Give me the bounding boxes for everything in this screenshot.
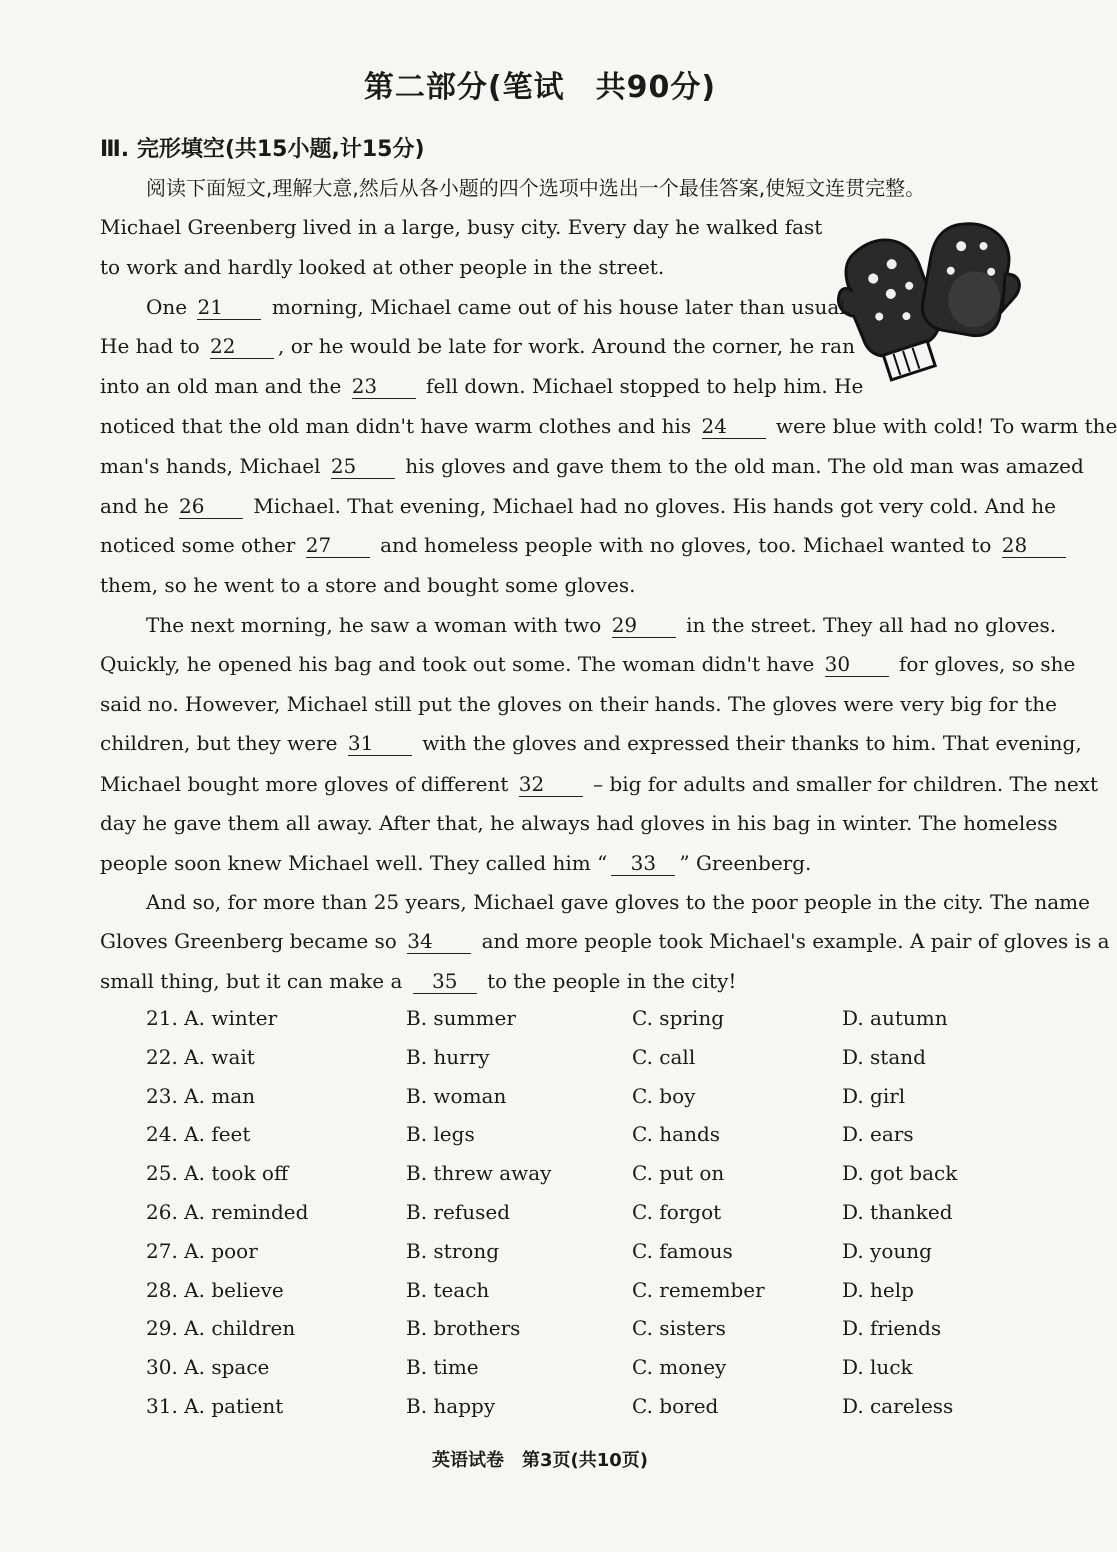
passage-line: And so, for more than 25 years, Michael gave gloves to the poor people in the city. The name [146, 890, 1090, 914]
passage-line: day he gave them all away. After that, he always had gloves in his bag in winter. The homeless [100, 811, 1058, 835]
blank-23[interactable]: 23 [352, 374, 416, 399]
passage-line: into an old man and the 23 fell down. Michael stopped to help him. He [100, 374, 864, 398]
part-title: 第二部分(笔试 共90分) [363, 70, 717, 105]
passage-line: and he 26 Michael. That evening, Michael had no gloves. His hands got very cold. And he [100, 494, 1057, 518]
option-choice[interactable]: C. spring [632, 1006, 725, 1030]
option-choice[interactable]: 22. A. wait [146, 1044, 255, 1069]
option-row [0, 1161, 1080, 1191]
passage-line: children, but they were 31 with the gloves and expressed their thanks to him. That evening, [100, 731, 1082, 755]
mittens-icon [836, 216, 1022, 378]
option-choice[interactable]: B. happy [406, 1394, 496, 1418]
option-choice[interactable]: B. hurry [406, 1044, 490, 1069]
blank-35[interactable]: 35 [413, 969, 477, 994]
passage-line: Gloves Greenberg became so 34 and more people took Michael's example. A pair of gloves is a [100, 929, 1110, 953]
passage-line: small thing, but it can make a 35 to the people in the city! [100, 969, 737, 993]
passage-line: them, so he went to a store and bought some gloves. [100, 573, 636, 597]
option-choice[interactable]: 31. A. patient [146, 1394, 284, 1418]
option-choice[interactable]: C. remember [632, 1277, 765, 1302]
option-choice[interactable]: D. autumn [842, 1006, 948, 1030]
option-choice[interactable]: B. summer [406, 1006, 516, 1030]
blank-26[interactable]: 26 [179, 494, 243, 519]
blank-33[interactable]: 33 [611, 851, 675, 876]
option-choice[interactable]: D. young [842, 1238, 932, 1263]
option-row [0, 1239, 1080, 1269]
option-choice[interactable]: B. strong [406, 1238, 499, 1263]
option-choice[interactable]: 28. A. believe [146, 1277, 284, 1302]
option-choice[interactable]: D. thanked [842, 1200, 953, 1224]
option-choice[interactable]: C. bored [632, 1394, 719, 1418]
passage-line: noticed some other 27 and homeless people with no gloves, too. Michael wanted to 28 [100, 531, 1020, 559]
option-choice[interactable]: D. stand [842, 1044, 926, 1069]
option-choice[interactable]: C. forgot [632, 1200, 722, 1224]
section-title: Ⅲ. 完形填空(共15小题,计15分) [100, 137, 425, 162]
blank-31[interactable]: 31 [348, 731, 412, 756]
option-row [0, 1200, 1080, 1230]
passage-line: man's hands, Michael 25 his gloves and gave them to the old man. The old man was amazed [100, 454, 1084, 478]
passage-line: to work and hardly looked at other people in the street. [100, 255, 665, 279]
instruction: 阅读下面短文,理解大意,然后从各小题的四个选项中选出一个最佳答案,使短文连贯完整。 [146, 176, 926, 200]
blank-22[interactable]: 22 [210, 334, 274, 359]
blank-28[interactable]: 28 [1002, 533, 1066, 558]
blank-25[interactable]: 25 [331, 454, 395, 479]
option-choice[interactable]: 25. A. took off [146, 1161, 289, 1186]
passage-line: people soon knew Michael well. They called him “ 33 ” Greenberg. [100, 851, 812, 875]
blank-32[interactable]: 32 [519, 772, 583, 797]
option-choice[interactable]: B. threw away [406, 1161, 552, 1186]
option-row [0, 1045, 1080, 1075]
option-choice[interactable]: B. time [406, 1355, 479, 1380]
passage-line: He had to 22 , or he would be late for work. Around the corner, he ran [100, 334, 855, 358]
blank-27[interactable]: 27 [306, 533, 370, 558]
blank-34[interactable]: 34 [407, 929, 471, 954]
option-row [0, 1278, 1080, 1308]
option-choice[interactable]: C. famous [632, 1238, 733, 1263]
option-choice[interactable]: D. help [842, 1277, 914, 1302]
option-choice[interactable]: 21. A. winter [146, 1006, 278, 1030]
option-choice[interactable]: 30. A. space [146, 1355, 270, 1380]
option-choice[interactable]: D. friends [842, 1316, 942, 1341]
option-choice[interactable]: 23. A. man [146, 1083, 256, 1108]
passage-line: said no. However, Michael still put the gloves on their hands. The gloves were very big for the [100, 692, 1057, 716]
blank-30[interactable]: 30 [825, 652, 889, 677]
option-choice[interactable]: 24. A. feet [146, 1122, 251, 1147]
option-choice[interactable]: B. legs [406, 1122, 475, 1147]
page-footer: 英语试卷 第3页(共10页) [431, 1450, 649, 1471]
option-row [0, 1006, 1080, 1036]
passage-line: One 21 morning, Michael came out of his house later than usual. [146, 295, 853, 319]
option-choice[interactable]: D. girl [842, 1083, 906, 1108]
option-choice[interactable]: B. refused [406, 1200, 510, 1224]
option-row [0, 1394, 1080, 1424]
option-choice[interactable]: D. got back [842, 1161, 958, 1186]
option-choice[interactable]: C. sisters [632, 1316, 726, 1341]
option-choice[interactable]: 29. A. children [146, 1316, 296, 1341]
option-choice[interactable]: B. teach [406, 1277, 490, 1302]
passage-line: noticed that the old man didn't have warm clothes and his 24 were blue with cold! To warm the [100, 414, 1117, 438]
blank-21[interactable]: 21 [197, 295, 261, 320]
option-choice[interactable]: D. careless [842, 1394, 954, 1418]
option-row [0, 1355, 1080, 1385]
option-row [0, 1316, 1080, 1346]
blank-29[interactable]: 29 [612, 613, 676, 638]
passage-line: The next morning, he saw a woman with two 29 in the street. They all had no gloves. [146, 613, 1057, 637]
option-choice[interactable]: C. boy [632, 1083, 696, 1108]
option-choice[interactable]: D. luck [842, 1355, 913, 1380]
blank-24[interactable]: 24 [702, 414, 766, 439]
passage-line: Michael Greenberg lived in a large, busy city. Every day he walked fast [100, 215, 823, 239]
option-choice[interactable]: C. put on [632, 1161, 725, 1186]
passage-line: Quickly, he opened his bag and took out some. The woman didn't have 30 for gloves, so she [100, 652, 1076, 676]
option-choice[interactable]: C. hands [632, 1122, 721, 1147]
option-row [0, 1122, 1080, 1152]
option-choice[interactable]: D. ears [842, 1122, 914, 1147]
option-choice[interactable]: 26. A. reminded [146, 1200, 309, 1224]
option-choice[interactable]: B. brothers [406, 1316, 521, 1341]
option-row [0, 1084, 1080, 1114]
option-choice[interactable]: 27. A. poor [146, 1238, 258, 1263]
option-choice[interactable]: C. call [632, 1044, 696, 1069]
option-choice[interactable]: C. money [632, 1355, 727, 1380]
passage-line: Michael bought more gloves of different 32 – big for adults and smaller for children. The next [100, 772, 1098, 796]
option-choice[interactable]: B. woman [406, 1083, 507, 1108]
